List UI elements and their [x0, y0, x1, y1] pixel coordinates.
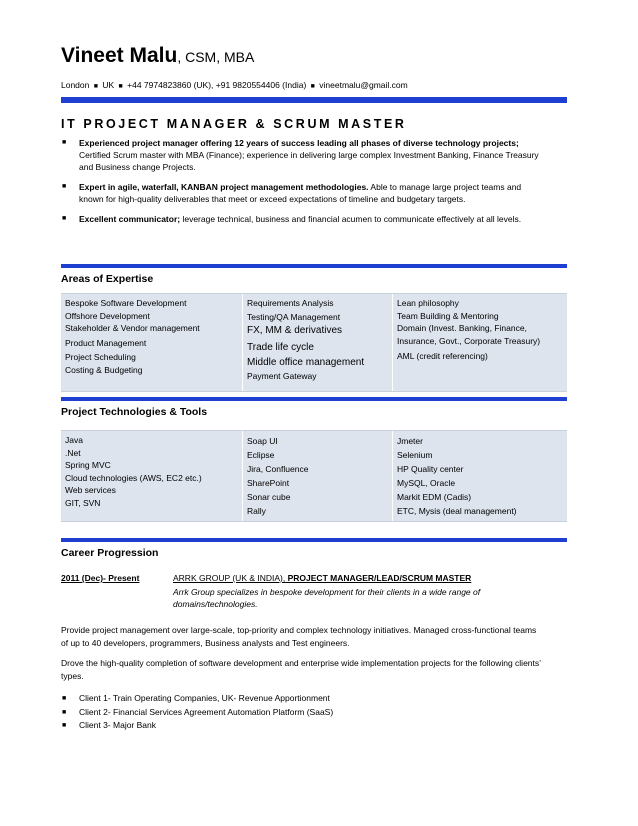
tools-heading: Project Technologies & Tools: [61, 406, 208, 418]
contact-email[interactable]: vineetmalu@gmail.com: [319, 80, 408, 90]
client-item-text: Client 3- Major Bank: [79, 720, 157, 730]
tool-item: GIT, SVN: [65, 497, 101, 508]
bullet-icon: ■: [62, 183, 67, 190]
bullet-icon: ■: [62, 722, 67, 729]
expertise-item: Middle office management: [247, 357, 365, 368]
contact-line: [61, 80, 408, 90]
expertise-item: Insurance, Govt., Corporate Treasury): [397, 335, 541, 346]
tool-item: Markit EDM (Cadis): [397, 492, 472, 502]
expertise-heading: Areas of Expertise: [61, 273, 154, 285]
expertise-table: [61, 293, 567, 392]
tool-item: Jira, Confluence: [247, 464, 309, 474]
career-company-description: Arrk Group specializes in bespoke development for their clients in a wide range of domains/technologies.: [173, 587, 481, 609]
career-date: 2011 (Dec)- Present: [61, 573, 140, 583]
separator-icon: ■: [118, 83, 123, 90]
client-item-text: Client 2- Financial Services Agreement Automation Platform (SaaS): [79, 706, 334, 717]
contact-phones: +44 7974823860 (UK), +91 9820554406 (India): [127, 80, 307, 90]
expertise-item: FX, MM & derivatives: [247, 325, 343, 336]
name-line: [61, 44, 254, 68]
tool-item: Eclipse: [247, 450, 275, 460]
client-item: [61, 706, 333, 720]
candidate-credentials: , CSM, MBA: [177, 49, 255, 65]
career-paragraph-1: Provide project management over large-scale, top-priority and complex technology initiatives. Managed cross-functional teams of up to 40 developers, programmers, Business analysts and Test engineers.: [61, 625, 537, 648]
summary-item-bold: Experienced project manager offering 12 years of success leading all phases of diverse technology projects;: [79, 138, 519, 148]
expertise-item: Team Building & Mentoring: [397, 310, 499, 321]
tools-column-3: [392, 431, 567, 521]
tool-item: Web services: [65, 485, 116, 495]
bullet-icon: ■: [62, 215, 67, 222]
client-item: [61, 719, 333, 733]
bullet-icon: ■: [62, 695, 67, 702]
client-item-text: Client 1- Train Operating Companies, UK- Revenue Apportionment: [79, 693, 330, 703]
expertise-column-1: [61, 294, 242, 391]
tool-item: Soap UI: [247, 436, 278, 446]
contact-country: UK: [102, 80, 115, 90]
expertise-column-2: [242, 294, 392, 391]
bullet-icon: ■: [62, 708, 67, 716]
career-paragraph-2: Drove the high-quality completion of software development and enterprise wide implementation projects for the following clients’ types.: [61, 658, 541, 681]
career-company: ARRK GROUP (UK & INDIA),: [173, 573, 286, 583]
expertise-item: AML (credit referencing): [397, 351, 488, 361]
expertise-item: Trade life cycle: [247, 342, 314, 353]
summary-item-bold: Expert in agile, waterfall, KANBAN project management methodologies.: [79, 182, 369, 192]
expertise-item: Domain (Invest. Banking, Finance,: [397, 323, 527, 333]
tools-column-1: [61, 431, 242, 521]
contact-city: London: [61, 80, 90, 90]
summary-item-bold: Excellent communicator;: [79, 214, 181, 224]
expertise-item: Product Management: [65, 337, 147, 348]
bullet-icon: ■: [62, 139, 67, 146]
summary-item-text: leverage technical, business and financial acumen to communicate effectively at all levels.: [180, 214, 522, 224]
professional-title: IT PROJECT MANAGER & SCRUM MASTER: [61, 117, 407, 131]
expertise-item: Stakeholder & Vendor management: [65, 323, 200, 333]
expertise-item: Testing/QA Management: [247, 311, 341, 322]
section-rule: [61, 264, 567, 268]
tool-item: MySQL, Oracle: [397, 478, 456, 488]
tool-item: ETC, Mysis (deal management): [397, 506, 517, 516]
client-item: [61, 692, 333, 706]
career-role: PROJECT MANAGER/LEAD/SCRUM MASTER: [285, 573, 472, 583]
summary-item-text: Certified Scrum master with MBA (Finance); experience in delivering large complex Investment Banking, Finance Treasury and Business change Projects.: [79, 150, 539, 172]
tool-item: Rally: [247, 506, 266, 516]
tools-table: [61, 430, 567, 522]
tools-column-2: [242, 431, 392, 521]
summary-item: [61, 137, 541, 173]
candidate-name: Vineet Malu: [61, 44, 178, 67]
summary-item-text: Able to manage large project teams and known for high-quality deliverables that meet or exceed expectations of timeline and budgetary targets.: [79, 182, 522, 204]
header-rule: [61, 97, 567, 103]
expertise-item: Requirements Analysis: [247, 298, 334, 308]
tool-item: Jmeter: [397, 436, 423, 446]
section-rule: [61, 397, 567, 401]
separator-icon: ■: [93, 83, 98, 90]
tool-item: .Net: [65, 447, 81, 458]
expertise-item: Costing & Budgeting: [65, 364, 143, 375]
expertise-item: Payment Gateway: [247, 371, 317, 381]
separator-icon: ■: [310, 83, 315, 90]
career-company-line: [173, 572, 471, 584]
expertise-item: Lean philosophy: [397, 298, 459, 308]
expertise-column-3: [392, 294, 567, 391]
career-heading: Career Progression: [61, 547, 159, 559]
expertise-item: Offshore Development: [65, 310, 150, 321]
tool-item: Cloud technologies (AWS, EC2 etc.): [65, 472, 202, 483]
expertise-item: Project Scheduling: [65, 352, 136, 362]
summary-item: [61, 181, 541, 205]
expertise-item: Bespoke Software Development: [65, 298, 187, 308]
summary-list: [61, 137, 541, 233]
summary-item: [61, 213, 541, 225]
tool-item: Sonar cube: [247, 492, 291, 502]
tool-item: HP Quality center: [397, 464, 464, 474]
tool-item: Selenium: [397, 450, 433, 460]
tool-item: Java: [65, 435, 83, 445]
client-list: [61, 692, 333, 733]
tool-item: Spring MVC: [65, 460, 111, 470]
tool-item: SharePoint: [247, 478, 290, 488]
section-rule: [61, 538, 567, 542]
